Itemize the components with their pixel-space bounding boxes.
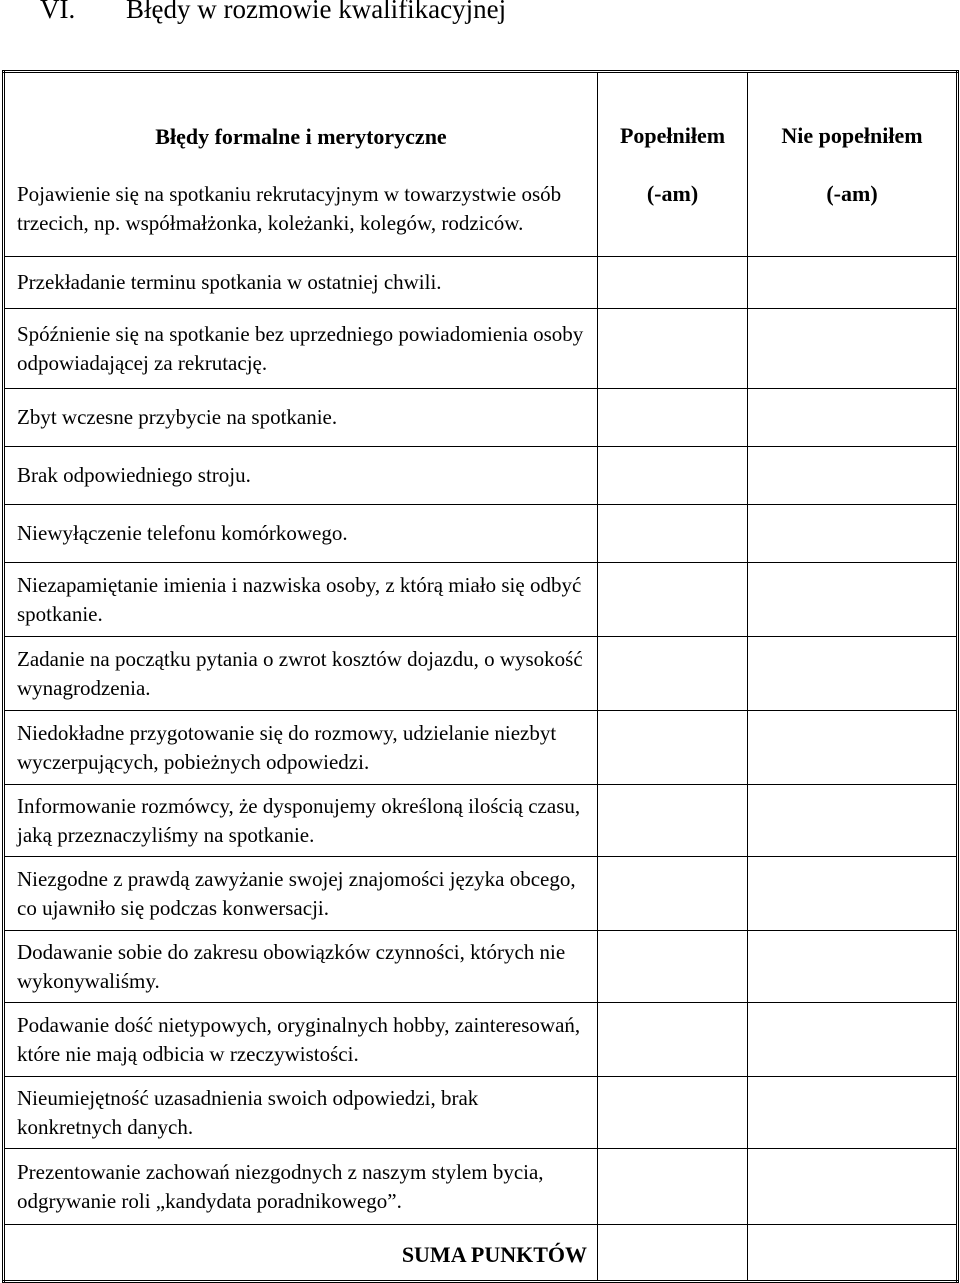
section-title-text: Błędy w rozmowie kwalifikacyjnej (126, 0, 507, 24)
table-row-first-item: Pojawienie się na spotkaniu rekrutacyjnym w towarzystwie osób trzecich, np. współmałżonka, koleżanki, kolegów, rodziców. (17, 181, 562, 235)
item-text: Niezapamiętanie imienia i nazwiska osoby, z którą miało się odbyć spotkanie. (4, 563, 598, 637)
check-cell-not-committed[interactable] (748, 1003, 958, 1077)
table-row (4, 1077, 958, 1149)
item-text: Nieumiejętność uzasadnienia swoich odpowiedzi, brak konkretnych danych. (4, 1077, 598, 1149)
item-text: Brak odpowiedniego stroju. (4, 447, 598, 505)
checklist-table (2, 70, 959, 1283)
item-text: Zadanie na początku pytania o zwrot kosztów dojazdu, o wysokość wynagrodzenia. (4, 637, 598, 711)
item-text: Niezgodne z prawdą zawyżanie swojej znajomości języka obcego, co ujawniło się podczas konwersacji. (4, 857, 598, 931)
item-text: Zbyt wczesne przybycie na spotkanie. (4, 389, 598, 447)
check-cell-committed[interactable] (598, 711, 748, 785)
section-number: VI. (40, 0, 76, 24)
check-cell-not-committed[interactable] (748, 637, 958, 711)
check-cell-not-committed[interactable] (748, 1149, 958, 1225)
item-text: Spóźnienie się na spotkanie bez uprzedniego powiadomienia osoby odpowiadającej za rekrutację. (4, 309, 598, 389)
item-text: Niedokładne przygotowanie się do rozmowy, udzielanie niezbyt wyczerpujących, pobieżnych odpowiedzi. (4, 711, 598, 785)
check-cell-committed[interactable] (598, 931, 748, 1003)
check-cell-committed[interactable] (598, 309, 748, 389)
check-cell-committed[interactable] (598, 1077, 748, 1149)
table-row (4, 857, 958, 931)
table-row (4, 309, 958, 389)
item-text: Prezentowanie zachowań niezgodnych z naszym stylem bycia, odgrywanie roli „kandydata poradnikowego”. (4, 1149, 598, 1225)
header-label: Błędy formalne i merytoryczne (155, 123, 447, 149)
check-cell-committed[interactable] (598, 563, 748, 637)
sum-cell-committed[interactable] (598, 1225, 748, 1282)
header-not-committed-line1: Nie popełniłem (781, 122, 923, 148)
item-text: Informowanie rozmówcy, że dysponujemy określoną ilością czasu, jaką przeznaczyliśmy na spotkanie. (4, 785, 598, 857)
table-row (4, 637, 958, 711)
sum-label: SUMA PUNKTÓW (4, 1225, 598, 1282)
header-cell-committed (598, 72, 748, 257)
table-row (4, 389, 958, 447)
check-cell-committed[interactable] (598, 447, 748, 505)
table-row (4, 1149, 958, 1225)
check-cell-not-committed[interactable] (748, 309, 958, 389)
item-text: Niewyłączenie telefonu komórkowego. (4, 505, 598, 563)
check-cell-not-committed[interactable] (748, 389, 958, 447)
check-cell-committed[interactable] (598, 785, 748, 857)
header-cell-not-committed (748, 72, 958, 257)
check-cell-not-committed[interactable] (748, 447, 958, 505)
table-row (4, 563, 958, 637)
check-cell-not-committed[interactable] (748, 563, 958, 637)
check-cell-committed[interactable] (598, 1003, 748, 1077)
check-cell-committed[interactable] (598, 857, 748, 931)
header-committed-line1: Popełniłem (619, 122, 726, 148)
table-row (4, 447, 958, 505)
table-row (4, 505, 958, 563)
table-row (4, 931, 958, 1003)
table-row (4, 711, 958, 785)
table-row (4, 1003, 958, 1077)
check-cell-not-committed[interactable] (748, 711, 958, 785)
header-committed-line2: (-am) (646, 180, 699, 206)
item-text: Podawanie dość nietypowych, oryginalnych hobby, zainteresowań, które nie mają odbicia w rzeczywistości. (4, 1003, 598, 1077)
table-row (4, 257, 958, 309)
check-cell-committed[interactable] (598, 637, 748, 711)
sum-cell-not-committed[interactable] (748, 1225, 958, 1282)
table-sum-row (4, 1225, 958, 1282)
check-cell-not-committed[interactable] (748, 785, 958, 857)
check-cell-not-committed[interactable] (748, 857, 958, 931)
header-cell-errors (4, 72, 598, 257)
item-text: Dodawanie sobie do zakresu obowiązków czynności, których nie wykonywaliśmy. (4, 931, 598, 1003)
check-cell-not-committed[interactable] (748, 505, 958, 563)
section-heading (40, 0, 506, 34)
table-row (4, 785, 958, 857)
check-cell-committed[interactable] (598, 505, 748, 563)
item-text: Przekładanie terminu spotkania w ostatniej chwili. (4, 257, 598, 309)
table-header-row (4, 72, 958, 257)
check-cell-committed[interactable] (598, 389, 748, 447)
check-cell-committed[interactable] (598, 257, 748, 309)
header-not-committed-line2: (-am) (826, 180, 878, 206)
check-cell-not-committed[interactable] (748, 1077, 958, 1149)
check-cell-not-committed[interactable] (748, 931, 958, 1003)
check-cell-committed[interactable] (598, 1149, 748, 1225)
check-cell-not-committed[interactable] (748, 257, 958, 309)
